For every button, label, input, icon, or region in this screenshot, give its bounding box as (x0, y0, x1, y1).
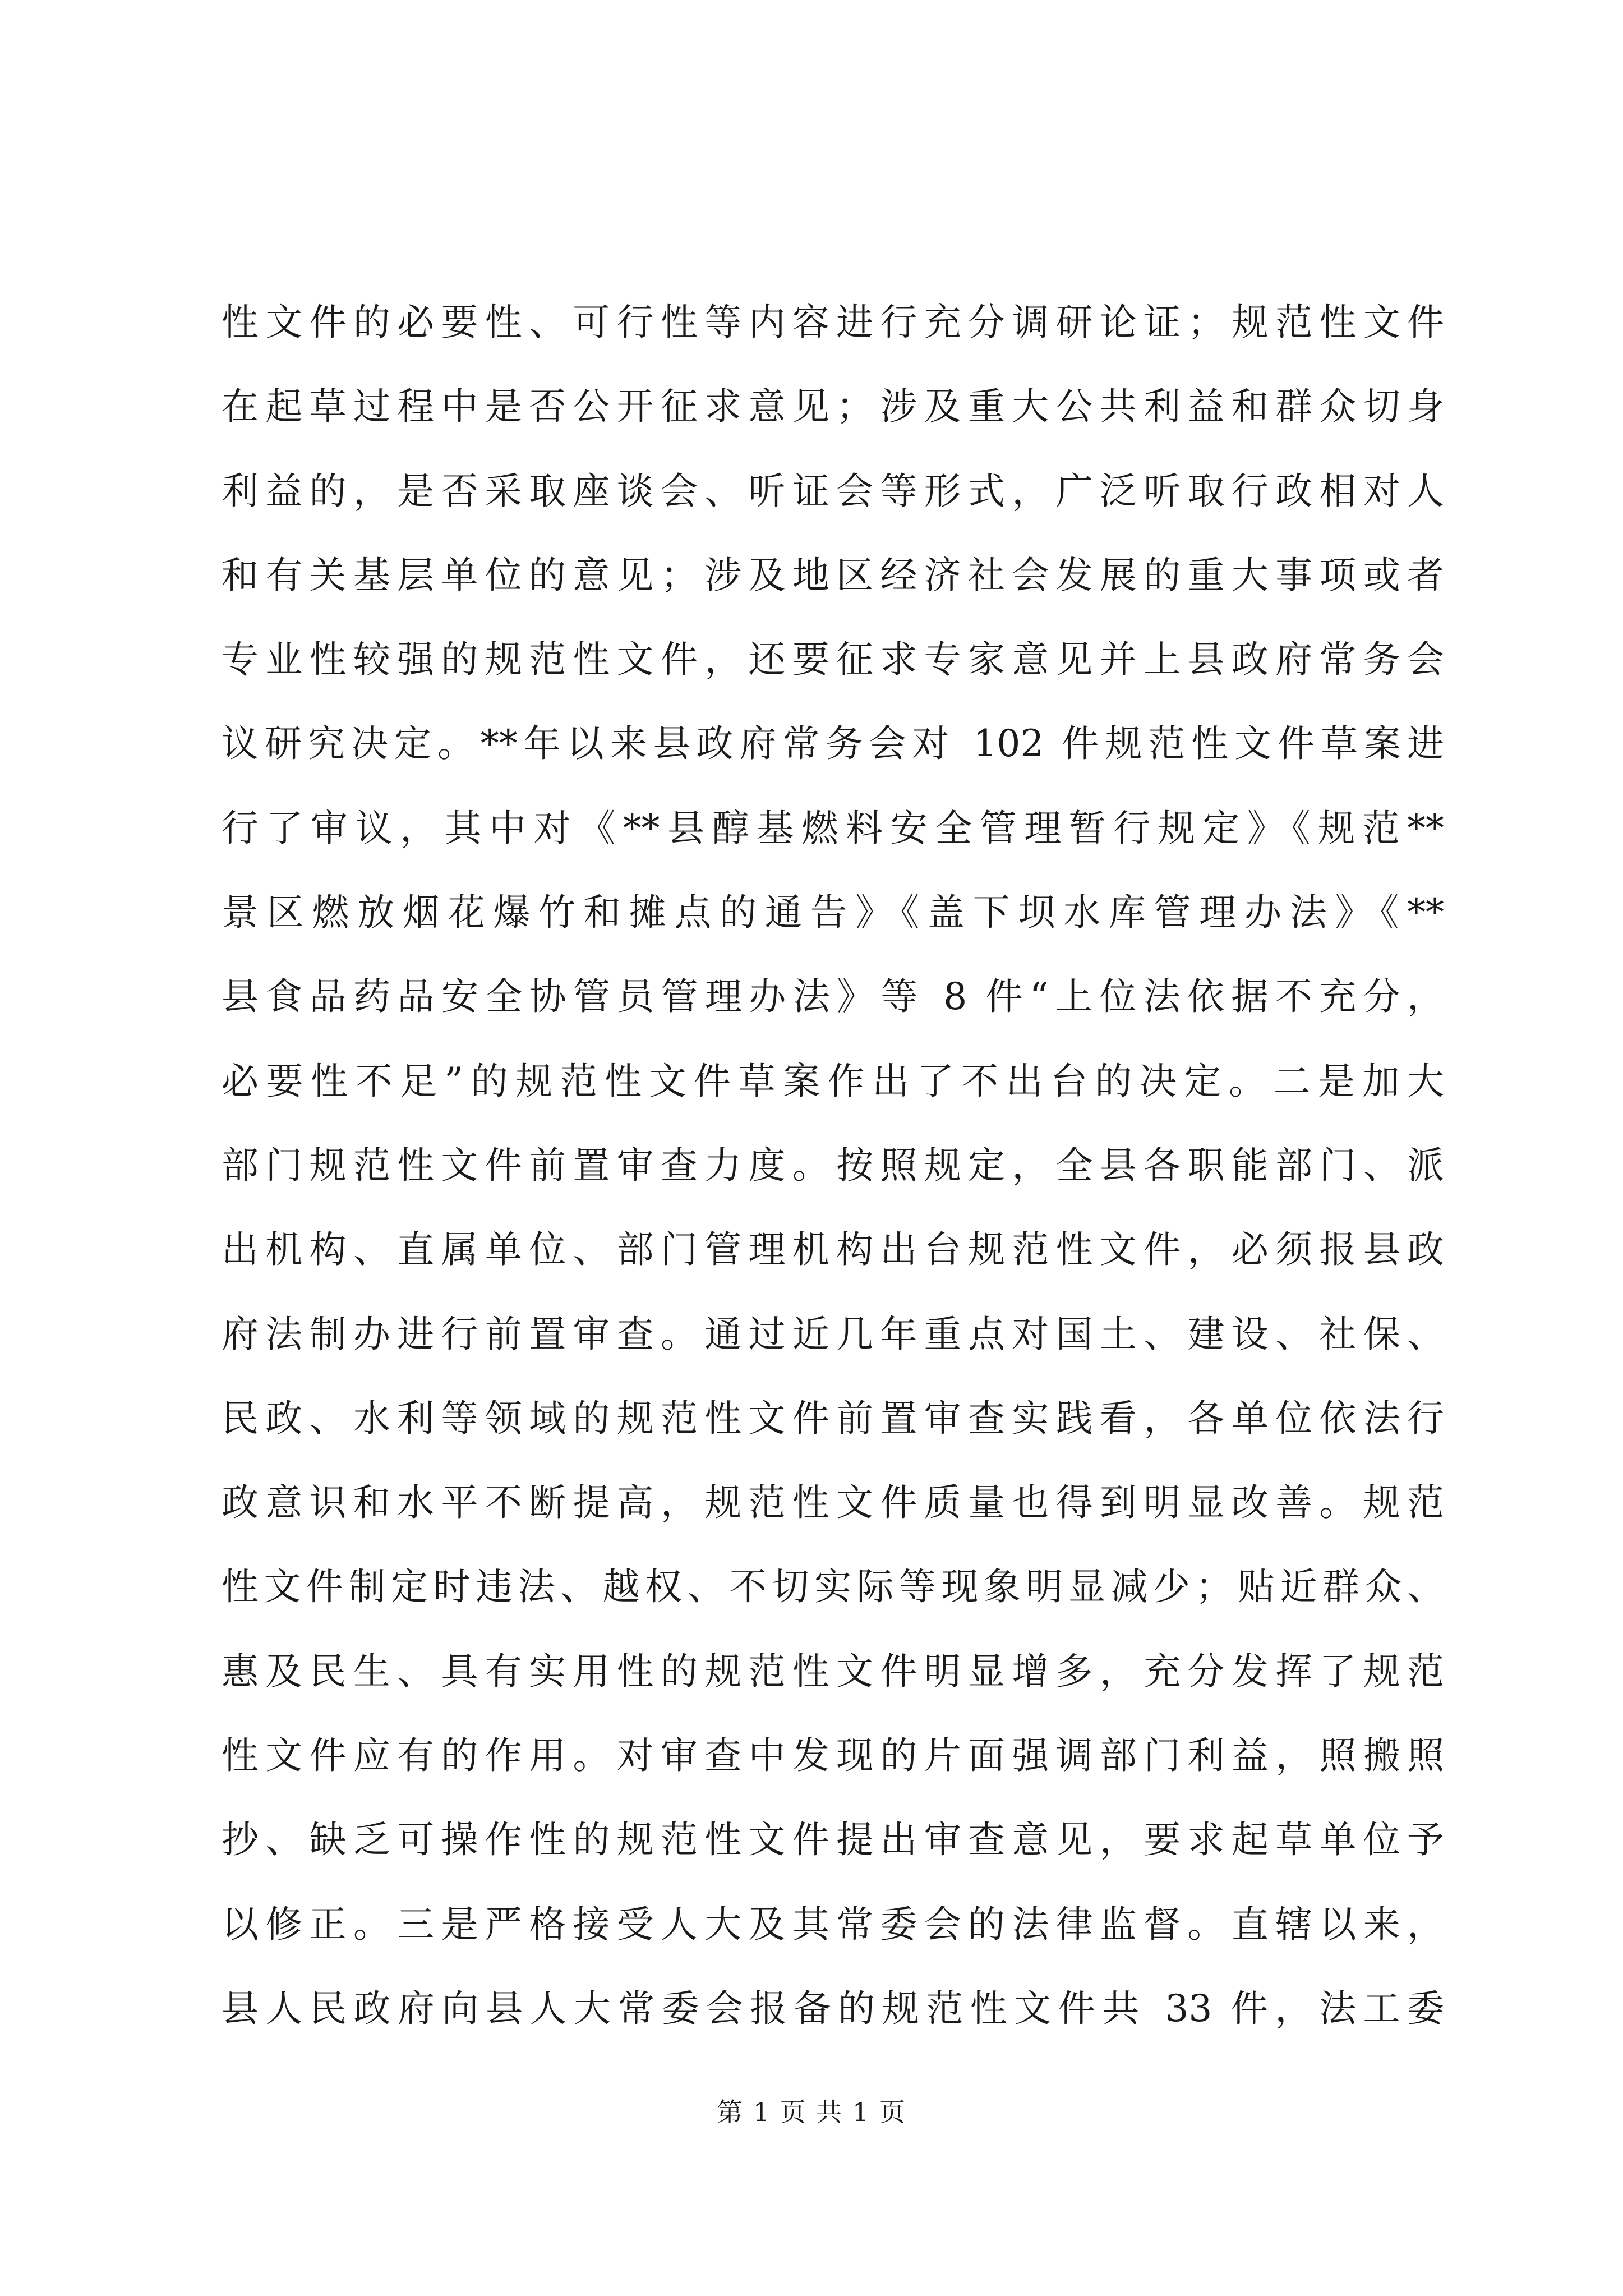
text-line: 县人民政府向县人大常委会报备的规范性文件共 33 件，法工委 (222, 1986, 1444, 2030)
text-line: 必要性不足”的规范性文件草案作出了不出台的决定。二是加大 (222, 1059, 1444, 1103)
text-line: 利益的，是否采取座谈会、听证会等形式，广泛听取行政相对人 (222, 469, 1444, 513)
text-line: 在起草过程中是否公开征求意见；涉及重大公共利益和群众切身 (222, 385, 1444, 429)
text-line: 民政、水利等领域的规范性文件前置审查实践看，各单位依法行 (222, 1396, 1444, 1440)
text-line: 性文件制定时违法、越权、不切实际等现象明显减少；贴近群众、 (222, 1565, 1444, 1609)
text-line: 以修正。三是严格接受人大及其常委会的法律监督。直辖以来， (222, 1902, 1444, 1946)
text-line: 行了审议，其中对《**县醇基燃料安全管理暂行规定》《规范** (222, 806, 1444, 850)
text-line: 政意识和水平不断提高，规范性文件质量也得到明显改善。规范 (222, 1481, 1444, 1525)
text-line: 议研究决定。**年以来县政府常务会对 102 件规范性文件草案进 (222, 722, 1444, 766)
body-paragraph (222, 280, 1444, 2051)
text-line: 性文件的必要性、可行性等内容进行充分调研论证；规范性文件 (222, 301, 1444, 344)
text-line: 县食品药品安全协管员管理办法》等 8 件“上位法依据不充分， (222, 975, 1444, 1019)
text-line: 性文件应有的作用。对审查中发现的片面强调部门利益，照搬照 (222, 1734, 1444, 1778)
text-line: 和有关基层单位的意见；涉及地区经济社会发展的重大事项或者 (222, 553, 1444, 597)
text-line: 专业性较强的规范性文件，还要征求专家意见并上县政府常务会 (222, 638, 1444, 682)
text-line: 惠及民生、具有实用性的规范性文件明显增多，充分发挥了规范 (222, 1649, 1444, 1693)
text-line: 景区燃放烟花爆竹和摊点的通告》《盖下坝水库管理办法》《** (222, 891, 1444, 935)
text-line: 部门规范性文件前置审查力度。按照规定，全县各职能部门、派 (222, 1143, 1444, 1187)
page-footer: 第 1 页 共 1 页 (717, 2097, 906, 2127)
text-line: 出机构、直属单位、部门管理机构出台规范性文件，必须报县政 (222, 1228, 1444, 1272)
text-line: 府法制办进行前置审查。通过近几年重点对国土、建设、社保、 (222, 1312, 1444, 1356)
text-line: 抄、缺乏可操作性的规范性文件提出审查意见，要求起草单位予 (222, 1818, 1444, 1862)
